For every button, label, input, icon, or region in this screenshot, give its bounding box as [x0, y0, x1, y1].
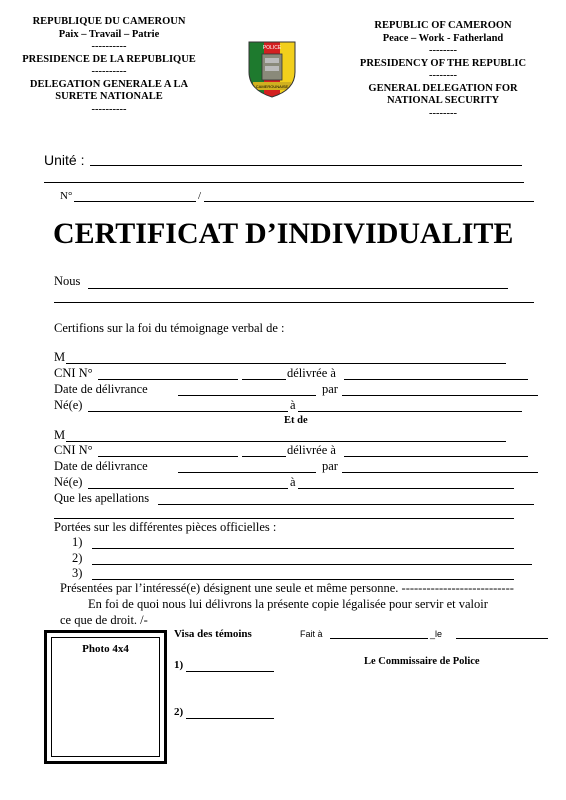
person1-delivree-field[interactable]: [344, 379, 528, 380]
nous-field-line-2[interactable]: [54, 302, 534, 303]
witness-2-field[interactable]: [186, 718, 274, 719]
person2-cni-field[interactable]: [98, 456, 238, 457]
header-right-line-8: --------: [429, 107, 457, 119]
header-left-line-7: SURETE NATIONALE: [55, 91, 163, 102]
person1-delivree-label: délivrée à: [287, 366, 336, 380]
photo-box: [44, 630, 167, 764]
document-title: CERTIFICAT D’INDIVIDUALITE: [53, 217, 514, 250]
person2-par-label: par: [322, 459, 338, 473]
unite-field[interactable]: [90, 165, 522, 166]
header-left-line-4: PRESIDENCE DE LA REPUBLIQUE: [22, 53, 196, 65]
person1-ne-field[interactable]: [88, 411, 288, 412]
person2-a-label: à: [290, 475, 296, 489]
apellations-label: Que les apellations: [54, 491, 150, 505]
et-de-label: Et de: [284, 415, 308, 426]
header-left-line-2: Paix – Travail – Patrie: [58, 28, 160, 40]
person2-date-field[interactable]: [178, 472, 316, 473]
header-left-line-8: ----------: [91, 103, 127, 115]
header-right-line-4: PRESIDENCY OF THE REPUBLIC: [359, 57, 527, 69]
fait-field[interactable]: [330, 638, 428, 639]
person2-delivree-label: délivrée à: [287, 443, 336, 457]
header-left-line-6: DELEGATION GENERALE A LA: [29, 78, 189, 90]
fait-label: Fait à: [300, 629, 323, 639]
photo-box-inner: [51, 637, 160, 757]
apellations-field[interactable]: [158, 504, 534, 505]
header-left-line-5: ----------: [91, 66, 127, 77]
header-left-line-3: ----------: [91, 41, 127, 52]
header-right-line-2: Peace – Work - Fatherland: [382, 32, 504, 44]
person1-cni-label: CNI N°: [54, 366, 93, 380]
en-foi-text-2: ce que de droit. /-: [60, 613, 148, 627]
unite-field-line-2[interactable]: [44, 182, 524, 183]
photo-label: Photo 4x4: [82, 643, 129, 655]
person1-name-field[interactable]: [66, 363, 506, 364]
nous-field[interactable]: [88, 288, 508, 289]
person2-cni-label: CNI N°: [54, 443, 93, 457]
apellations-field-line-2[interactable]: [54, 518, 514, 519]
person2-a-field[interactable]: [298, 488, 514, 489]
numero-separator: /: [198, 190, 202, 202]
person2-cni-field-2[interactable]: [242, 456, 286, 457]
nous-label: Nous: [54, 274, 81, 288]
presentees-text: Présentées par l’intéressé(e) désignent une seule et même personne. ---------------------------: [60, 581, 514, 595]
en-foi-text-1: En foi de quoi nous lui délivrons la présente copie légalisée pour servir et valoir: [88, 597, 488, 611]
person1-date-label: Date de délivrance: [54, 382, 148, 396]
header-right-line-7: NATIONAL SECURITY: [386, 95, 500, 106]
numero-field[interactable]: [74, 201, 196, 202]
visa-label: Visa des témoins: [174, 628, 252, 640]
svg-text:POLICE: POLICE: [262, 45, 282, 51]
person1-a-label: à: [290, 398, 296, 412]
person1-date-field[interactable]: [178, 395, 316, 396]
police-emblem: [247, 40, 297, 98]
person2-ne-field[interactable]: [88, 488, 288, 489]
le-label: _le: [430, 629, 443, 639]
person1-a-field[interactable]: [298, 411, 522, 412]
person2-name-field[interactable]: [66, 441, 506, 442]
numero-label: N°: [60, 190, 73, 202]
person2-date-label: Date de délivrance: [54, 459, 148, 473]
svg-text:CAMEROUNAISE: CAMEROUNAISE: [255, 84, 289, 89]
date-field[interactable]: [456, 638, 548, 639]
witness-1-field[interactable]: [186, 671, 274, 672]
item-3-field[interactable]: [92, 579, 514, 580]
person2-m-label: M: [54, 428, 66, 442]
item-1-field[interactable]: [92, 548, 514, 549]
header-right-line-6: GENERAL DELEGATION FOR: [368, 82, 518, 94]
header-left-line-1: REPUBLIQUE DU CAMEROUN: [32, 16, 186, 27]
unite-label: Unité :: [44, 152, 85, 168]
police-shield-icon: [247, 40, 297, 98]
header-right: [348, 20, 538, 120]
person1-ne-label: Né(e): [54, 398, 83, 412]
person1-par-field[interactable]: [342, 395, 538, 396]
numero-year-field[interactable]: [204, 201, 534, 202]
witness-1-label: 1): [174, 659, 184, 671]
header-left: [14, 16, 204, 116]
person1-par-label: par: [322, 382, 338, 396]
certifions-text: Certifions sur la foi du témoignage verbal de :: [54, 321, 285, 335]
item-2-field[interactable]: [92, 564, 532, 565]
item-2-label: 2): [72, 551, 83, 565]
person2-par-field[interactable]: [342, 472, 538, 473]
header-right-line-1: REPUBLIC OF CAMEROON: [374, 20, 512, 31]
person1-cni-field-2[interactable]: [242, 379, 286, 380]
header-right-line-3: --------: [429, 45, 457, 56]
item-3-label: 3): [72, 566, 83, 580]
header-right-line-5: --------: [429, 70, 457, 81]
commissaire-label: Le Commissaire de Police: [364, 656, 480, 667]
person1-m-label: M: [54, 350, 66, 364]
witness-2-label: 2): [174, 706, 184, 718]
person1-cni-field[interactable]: [98, 379, 238, 380]
portees-label: Portées sur les différentes pièces officielles :: [54, 520, 277, 534]
person2-delivree-field[interactable]: [344, 456, 528, 457]
item-1-label: 1): [72, 535, 83, 549]
person2-ne-label: Né(e): [54, 475, 83, 489]
